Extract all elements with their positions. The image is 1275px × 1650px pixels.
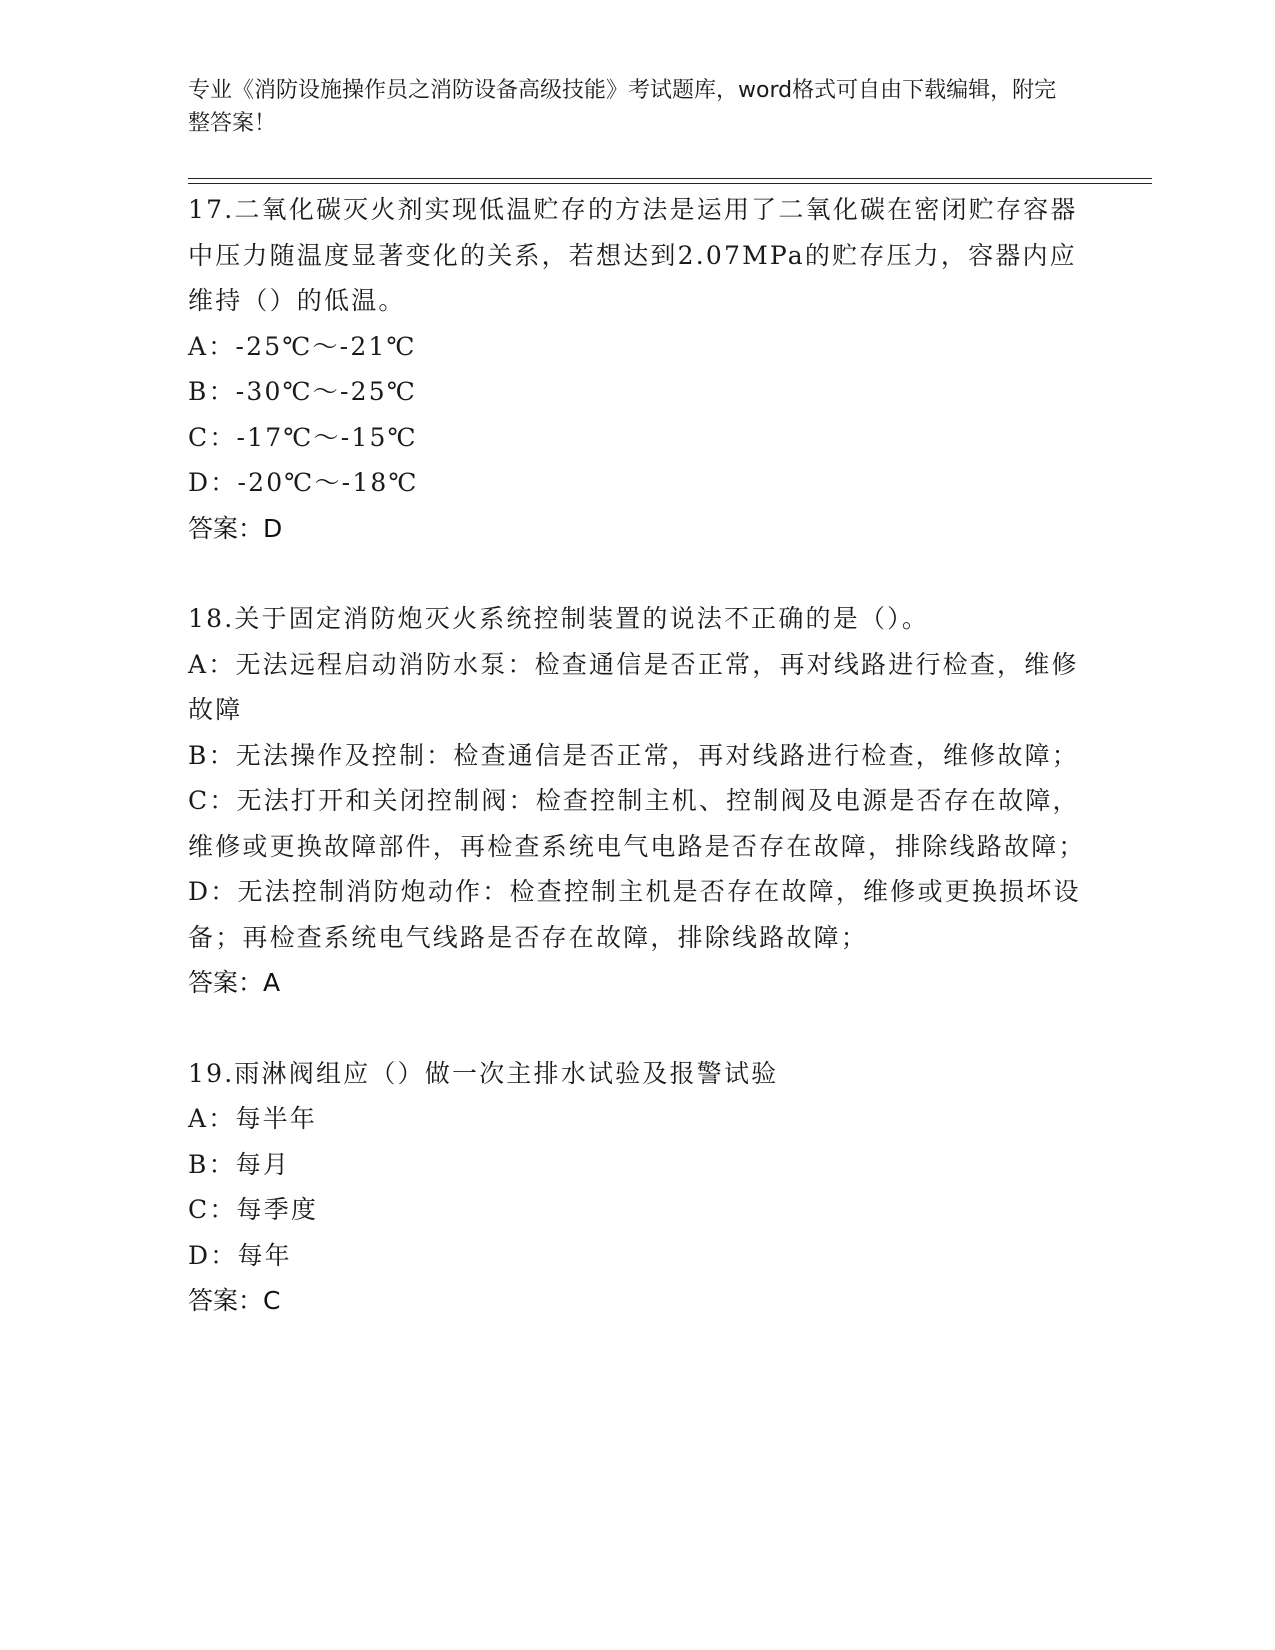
question-19 xyxy=(188,1051,1088,1324)
answer: 答案：C xyxy=(188,1286,281,1315)
header-divider-thick xyxy=(188,183,1152,184)
option-b: B：无法操作及控制：检查通信是否正常，再对线路进行检查，维修故障； xyxy=(188,740,1079,770)
option-a: A：无法远程启动消防水泵：检查通信是否正常，再对线路进行检查，维修故障 xyxy=(188,649,1079,724)
question-18 xyxy=(188,596,1088,1006)
header-text: 专业《消防设施操作员之消防设备高级技能》考试题库，word格式可自由下载编辑，附完整答案！ xyxy=(188,78,1057,136)
question-text: 19.雨淋阀组应（）做一次主排水试验及报警试验 xyxy=(188,1058,779,1088)
option-c: C：每季度 xyxy=(188,1195,319,1224)
question-list xyxy=(188,187,1088,1324)
answer: 答案：D xyxy=(188,513,283,543)
option-c: C：-17℃～-15℃ xyxy=(188,422,418,452)
option-d: D：无法控制消防炮动作：检查控制主机是否存在故障，维修或更换损坏设备；再检查系统电气线路是否存在故障，排除线路故障； xyxy=(188,877,1081,952)
question-text: 17.二氧化碳灭火剂实现低温贮存的方法是运用了二氧化碳在密闭贮存容器中压力随温度显著变化的关系，若想达到2.07MPa的贮存压力，容器内应维持（）的低温。 xyxy=(188,195,1078,315)
option-b: B：每月 xyxy=(188,1149,291,1179)
question-text: 18.关于固定消防炮灭火系统控制装置的说法不正确的是（）。 xyxy=(188,604,930,633)
answer: 答案：A xyxy=(188,968,281,997)
option-d: D：-20℃～-18℃ xyxy=(188,468,419,497)
option-a: A：每半年 xyxy=(188,1104,318,1133)
option-b: B：-30℃～-25℃ xyxy=(188,377,418,406)
document-header xyxy=(188,74,1068,140)
header-divider-thin xyxy=(188,178,1152,179)
question-17 xyxy=(188,187,1088,551)
option-a: A：-25℃～-21℃ xyxy=(188,331,417,361)
option-d: D：每年 xyxy=(188,1240,292,1270)
option-c: C：无法打开和关闭控制阀：检查控制主机、控制阀及电源是否存在故障，维修或更换故障部件，再检查系统电气电路是否存在故障，排除线路故障； xyxy=(188,786,1086,861)
